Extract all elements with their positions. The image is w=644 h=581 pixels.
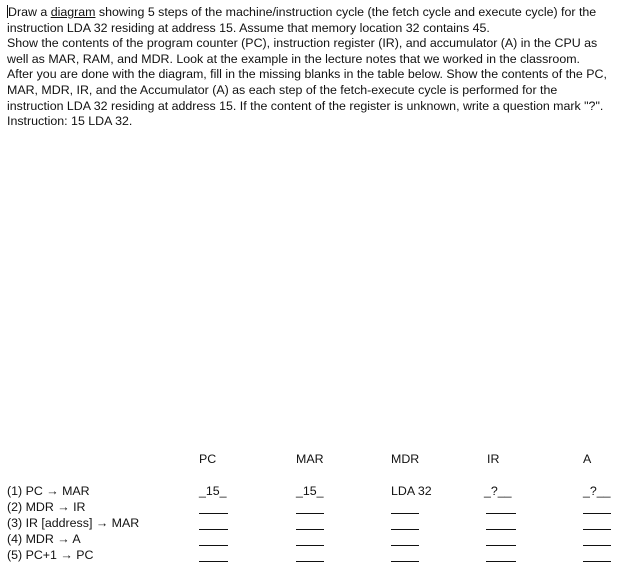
column-header-pc: PC: [199, 452, 217, 466]
row1-a-value: _?__: [583, 484, 611, 498]
row5-ir-blank[interactable]: [486, 561, 516, 562]
row2-mar-blank[interactable]: [296, 513, 324, 514]
step-label-4: (4) MDR → A: [7, 532, 81, 546]
column-header-a: A: [583, 452, 592, 466]
step-label-1: (1) PC → MAR: [7, 484, 90, 498]
step-label-2: (2) MDR → IR: [7, 500, 86, 514]
step-label-5: (5) PC+1 → PC: [7, 548, 94, 562]
row5-pc-blank[interactable]: [199, 561, 228, 562]
row1-mar-value: _15_: [296, 484, 324, 498]
row1-ir-value: _?__: [484, 484, 512, 498]
instructions-line-3: Show the contents of the program counter (PC), instruction register (IR), and accumulator (A) in the CPU as: [7, 36, 598, 51]
row3-mdr-blank[interactable]: [391, 529, 419, 530]
row3-ir-blank[interactable]: [486, 529, 516, 530]
step-label-3: (3) IR [address] → MAR: [7, 516, 140, 530]
instructions-line-1: Draw a diagram showing 5 steps of the machine/instruction cycle (the fetch cycle and execute cycle) for the: [8, 5, 597, 19]
row1-mdr-value: LDA 32: [391, 484, 432, 498]
diagram-link[interactable]: diagram: [50, 5, 96, 19]
instruction-line: Instruction: 15 LDA 32.: [7, 114, 133, 129]
row3-pc-blank[interactable]: [199, 529, 228, 530]
row2-ir-blank[interactable]: [486, 513, 516, 514]
instructions-line-6: MAR, MDR, IR, and the Accumulator (A) as each step of the fetch-execute cycle is performed for the: [7, 82, 558, 97]
instructions-line-4: well as MAR, RAM, and MDR. Look at the example in the lecture notes that we worked in the classroom.: [7, 51, 580, 66]
column-header-mdr: MDR: [391, 452, 420, 466]
instructions-line-2: instruction LDA 32 residing at address 15. Assume that memory location 32 contains 45.: [7, 20, 490, 35]
instructions-line-5: After you are done with the diagram, fill in the missing blanks in the table below. Show the contents of the PC,: [7, 67, 607, 82]
row1-pc-value: _15_: [199, 484, 227, 498]
row2-pc-blank[interactable]: [199, 513, 228, 514]
row4-pc-blank[interactable]: [199, 545, 228, 546]
column-header-mar: MAR: [296, 452, 324, 466]
row4-mar-blank[interactable]: [296, 545, 324, 546]
row5-a-blank[interactable]: [583, 561, 611, 562]
row5-mar-blank[interactable]: [296, 561, 324, 562]
row2-mdr-blank[interactable]: [391, 513, 419, 514]
row5-mdr-blank[interactable]: [391, 561, 419, 562]
row4-ir-blank[interactable]: [486, 545, 516, 546]
row3-a-blank[interactable]: [583, 529, 611, 530]
instructions-line-7: instruction LDA 32 residing at address 15. If the content of the register is unknown, write a question mark "?".: [7, 98, 604, 113]
row3-mar-blank[interactable]: [296, 529, 324, 530]
row4-mdr-blank[interactable]: [391, 545, 419, 546]
row4-a-blank[interactable]: [583, 545, 611, 546]
column-header-ir: IR: [487, 452, 500, 466]
row2-a-blank[interactable]: [583, 513, 611, 514]
